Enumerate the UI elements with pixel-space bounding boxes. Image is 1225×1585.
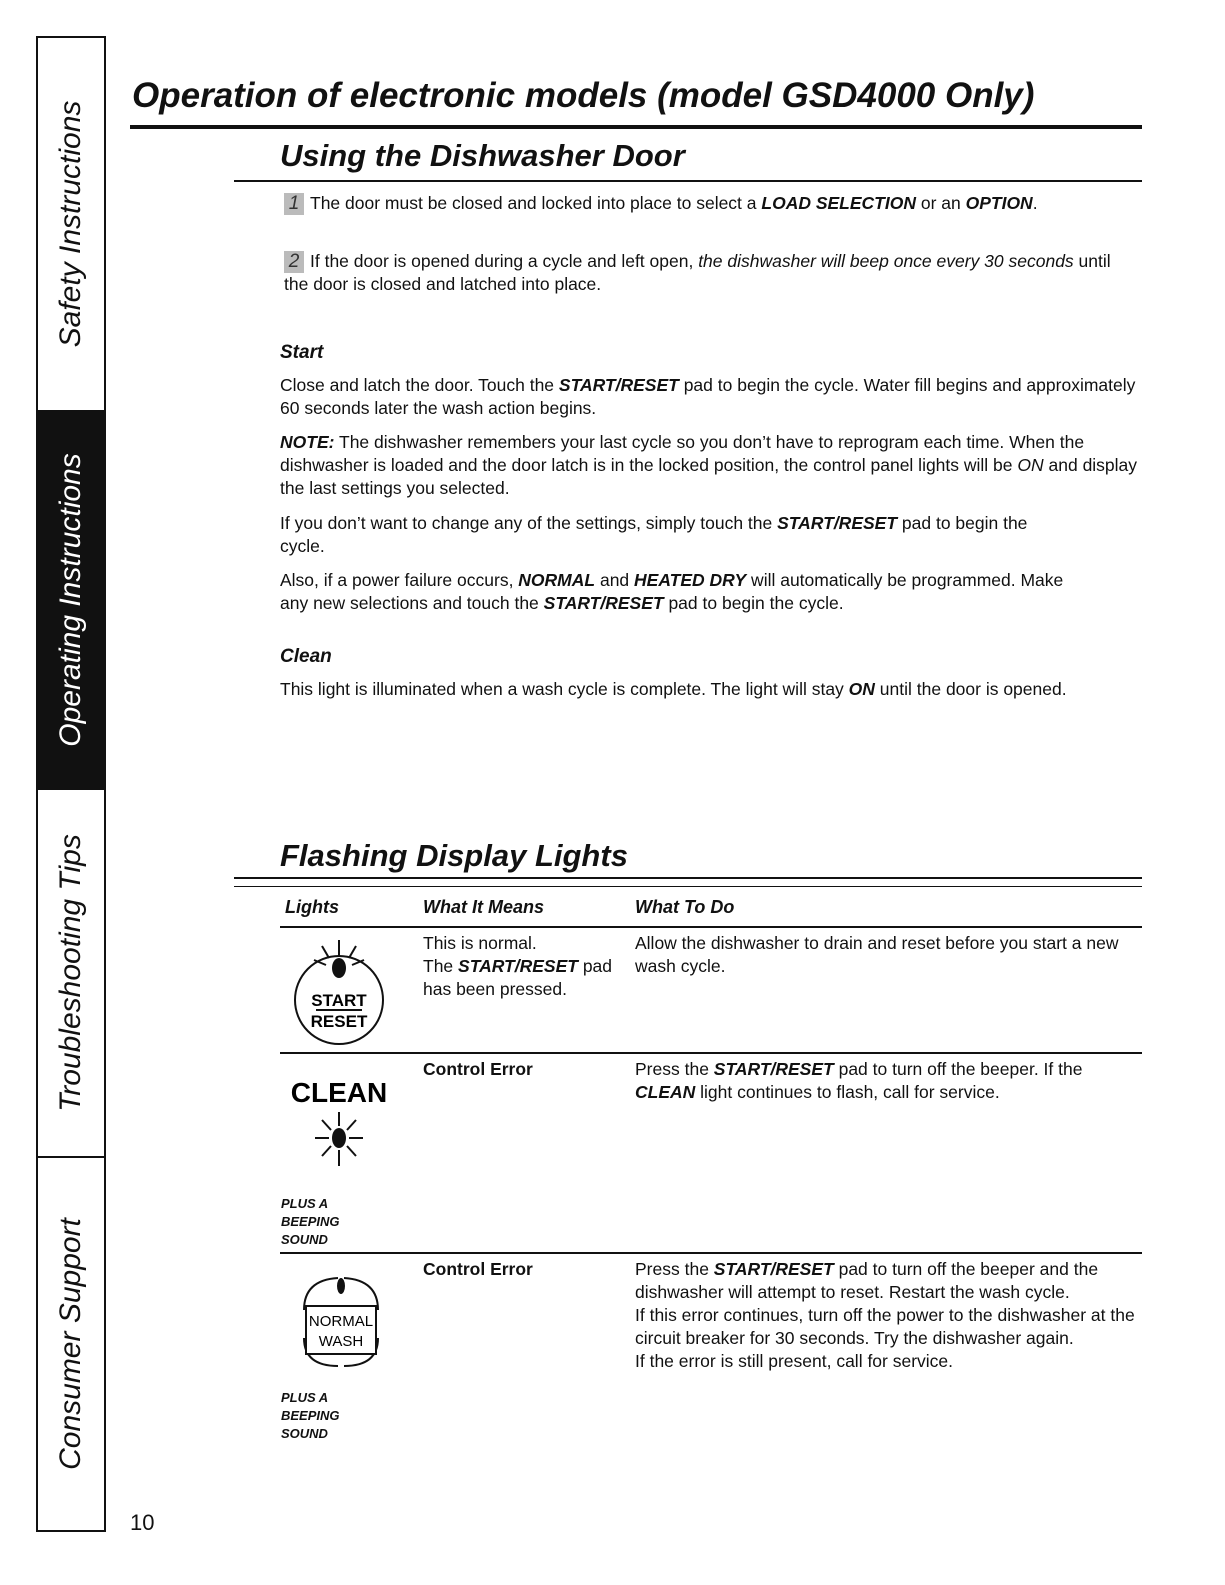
column-header-lights: Lights <box>285 897 339 917</box>
svg-text:START: START <box>311 991 367 1010</box>
section-title-flashing: Flashing Display Lights <box>280 838 628 873</box>
start-note: NOTE: The dishwasher remembers your last cycle so you don’t have to reprogram each time. When the dishwasher is loaded and the door latch is in the locked position, the control panel lights will be ON and display the last settings you selected. <box>280 432 1138 498</box>
row1-meaning: This is normal. The START/RESET pad has been pressed. <box>423 933 613 999</box>
row2-todo: Press the START/RESET pad to turn off the beeper. If the CLEAN light continues to flash, call for service. <box>635 1059 1083 1102</box>
beeping-sound-note: PLUS A BEEPING SOUND <box>281 1390 340 1441</box>
start-reset-light-icon <box>282 930 397 1050</box>
start-paragraph-3: If you don’t want to change any of the settings, simply touch the START/RESET pad to begin the cycle. <box>280 513 1028 556</box>
table-row-rule <box>280 1252 1142 1254</box>
clean-paragraph: This light is illuminated when a wash cycle is complete. The light will stay ON until the door is opened. <box>280 679 1067 699</box>
tab-label: Troubleshooting Tips <box>54 834 87 1112</box>
tab-operating-instructions[interactable] <box>38 412 104 790</box>
start-paragraph-4: Also, if a power failure occurs, NORMAL and HEATED DRY will automatically be programmed. Make any new selections and touch the START/RESET pad to begin the cycle. <box>280 570 1064 613</box>
row2-meaning: Control Error <box>423 1059 533 1079</box>
title-rule <box>130 125 1142 129</box>
section-rule <box>234 877 1142 879</box>
page-title: Operation of electronic models (model GSD4000 Only) <box>132 76 1035 115</box>
svg-text:WASH: WASH <box>318 1333 364 1350</box>
normal-wash-light-icon <box>282 1262 397 1382</box>
tab-troubleshooting-tips[interactable] <box>38 790 104 1158</box>
beeping-sound-note: PLUS A BEEPING SOUND <box>281 1196 340 1247</box>
section-rule <box>234 180 1142 182</box>
section-rule-thin <box>234 886 1142 887</box>
row1-todo: Allow the dishwasher to drain and reset before you start a new wash cycle. <box>635 933 1119 976</box>
svg-text:RESET: RESET <box>310 1012 368 1031</box>
tab-consumer-support[interactable] <box>38 1158 104 1530</box>
svg-text:NORMAL: NORMAL <box>308 1313 374 1330</box>
start-paragraph-1: Close and latch the door. Touch the START/RESET pad to begin the cycle. Water fill begins and approximately 60 seconds later the wash action begins. <box>280 375 1136 418</box>
column-header-means: What It Means <box>423 897 545 917</box>
step-number-badge: 2 <box>284 251 304 273</box>
door-step-1: 1 The door must be closed and locked into place to select a LOAD SELECTION or an OPTION. <box>284 192 1134 215</box>
page-number: 10 <box>130 1510 155 1535</box>
column-header-todo: What To Do <box>635 897 735 917</box>
step-number-badge: 1 <box>284 193 304 215</box>
row3-meaning: Control Error <box>423 1259 533 1279</box>
svg-text:CLEAN: CLEAN <box>290 1077 388 1108</box>
table-row-rule <box>280 1052 1142 1054</box>
tab-label: Safety Instructions <box>54 100 87 348</box>
start-heading: Start <box>280 342 324 363</box>
side-tab-strip <box>36 36 106 1532</box>
tab-label: Consumer Support <box>54 1218 87 1470</box>
tab-safety-instructions[interactable] <box>38 38 104 412</box>
clean-heading: Clean <box>280 646 332 667</box>
section-title-door: Using the Dishwasher Door <box>280 138 685 173</box>
clean-light-icon <box>282 1060 397 1180</box>
door-step-2: 2 If the door is opened during a cycle and left open, the dishwasher will beep once every 30 seconds until the door is closed and latched into place. <box>284 251 1111 294</box>
row3-todo: Press the START/RESET pad to turn off the beeper and the dishwasher will attempt to reset. Restart the wash cycle. If this error continues, turn off the power to the dishwasher at the circuit breaker for 30 seconds. Try the dishwasher again. If the error is still present, call for service. <box>635 1259 1135 1371</box>
table-header-rule <box>280 926 1142 928</box>
tab-label: Operating Instructions <box>54 453 87 747</box>
